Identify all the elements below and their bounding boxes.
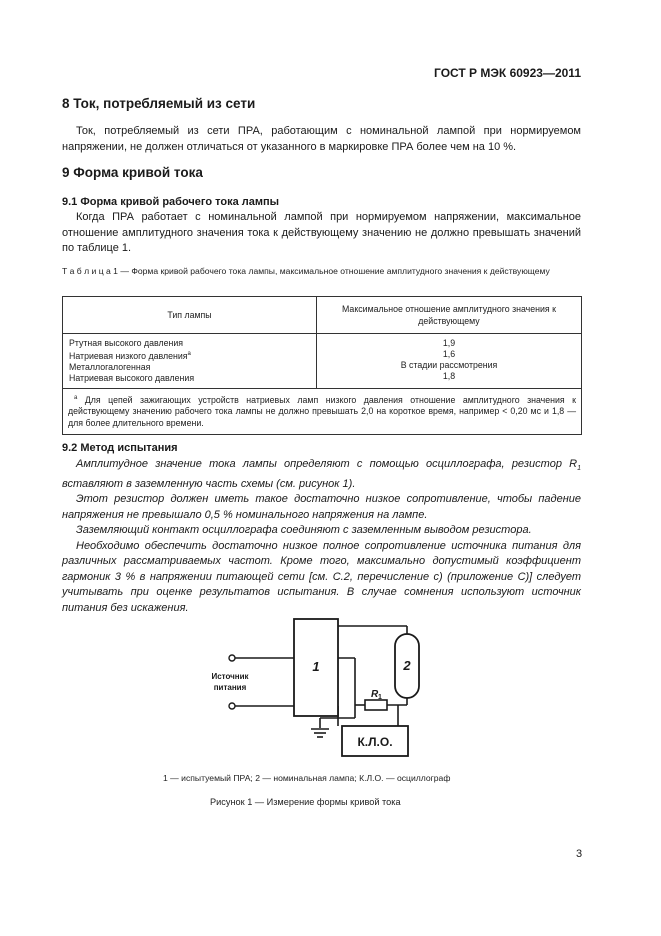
section-9-1-paragraph: Когда ПРА работает с номинальной лампой при нормируемом напряжении, максимальное отношение амплитудного значения тока к действующему значению не должно превышать значений по таблице 1. (62, 211, 581, 254)
terminal-top (229, 655, 235, 661)
table-row-lamp: Металлогалогенная (69, 361, 151, 372)
section-9-2-paragraph-4: Необходимо обеспечить достаточно низкое полное сопротивление источника питания для различных рассматриваемых частот. Кроме того, максимально допустимый коэффициент гармоник 3 % в напряжении питающей сети [см. С.2, перечисление с) (приложение С)] следует учитывать при оценке результатов испытания. В случае сомнения используют источник питания без искажения. (62, 539, 581, 614)
table-header-lamp-type: Тип лампы (63, 297, 317, 334)
section-9-2-paragraph-3: Заземляющий контакт осциллографа соединяют с заземленным выводом резистора. (76, 524, 532, 537)
figure-1-legend: 1 — испытуемый ПРА; 2 — номинальная лампа; К.Л.О. — осциллограф (163, 773, 451, 783)
table-footnote-text: Для цепей зажигающих устройств натриевых ламп низкого давления отношение амплитудного значения к действующему значению рабочего тока лампы не должно превышать 2,0 на короткое время, например < 0,20 мс и 1,8 — для более длительного времени. (68, 394, 576, 428)
terminal-bottom (229, 703, 235, 709)
document-header: ГОСТ Р МЭК 60923—2011 (434, 66, 581, 80)
table-footnote-mark: а (74, 394, 78, 401)
table-row-value: 1,6 (442, 349, 456, 359)
figure-1-caption: Рисунок 1 — Измерение формы кривой тока (210, 797, 401, 807)
table-row-value: В стадии рассмотрения (400, 360, 498, 370)
p1-subscript: 1 (577, 465, 581, 473)
section-9-1-title: 9.1 Форма кривой рабочего тока лампы (62, 196, 280, 208)
p1-start: Амплитудное значение тока лампы определяют с помощью осциллографа, резистор R (76, 458, 578, 470)
table-1-caption: Т а б л и ц а 1 — Форма кривой рабочего тока лампы, максимальное отношение амплитудного значения к действующему (62, 266, 550, 276)
p1-end: вставляют в заземленную часть схемы (см. рисунок 1). (62, 477, 356, 490)
section-8-title: 8 Ток, потребляемый из сети (62, 96, 256, 111)
page-number: 3 (576, 848, 583, 860)
source-label-line-1: Источник (211, 672, 249, 681)
table-row-value: 1,8 (442, 371, 456, 381)
section-8-paragraph: Ток, потребляемый из сети ПРА, работающим с номинальной лампой при нормируемом напряжении, не должен отличаться от указанного в маркировке ПРА более чем на 10 %. (62, 125, 581, 153)
resistor-symbol (365, 700, 387, 710)
lamp-label: 2 (403, 658, 411, 673)
table-row-lamp: Ртутная высокого давления (69, 338, 184, 348)
table-row-lamp: Натриевая высокого давления (69, 372, 195, 383)
source-label-line-2: питания (213, 683, 247, 692)
resistor-subscript: 1 (378, 694, 382, 701)
lamp-name: Натриевая низкого давления (69, 350, 188, 361)
section-9-title: 9 Форма кривой тока (62, 165, 203, 180)
oscilloscope-label: К.Л.О. (357, 735, 393, 749)
section-9-2-title: 9.2 Метод испытания (62, 442, 178, 454)
section-9-2-paragraph-2: Этот резистор должен иметь такое достаточно низкое сопротивление, чтобы падение напряжения не превышало 0,5 % номинального напряжения на лампе. (62, 493, 581, 521)
footnote-marker: а (187, 351, 191, 357)
table-row-value: 1,9 (442, 338, 456, 348)
ground-symbol (311, 729, 329, 737)
ballast-label: 1 (312, 659, 320, 674)
table-header-max-ratio-text: Максимальное отношение амплитудного значения к действующему (342, 304, 556, 326)
resistor-label: R (371, 689, 379, 700)
